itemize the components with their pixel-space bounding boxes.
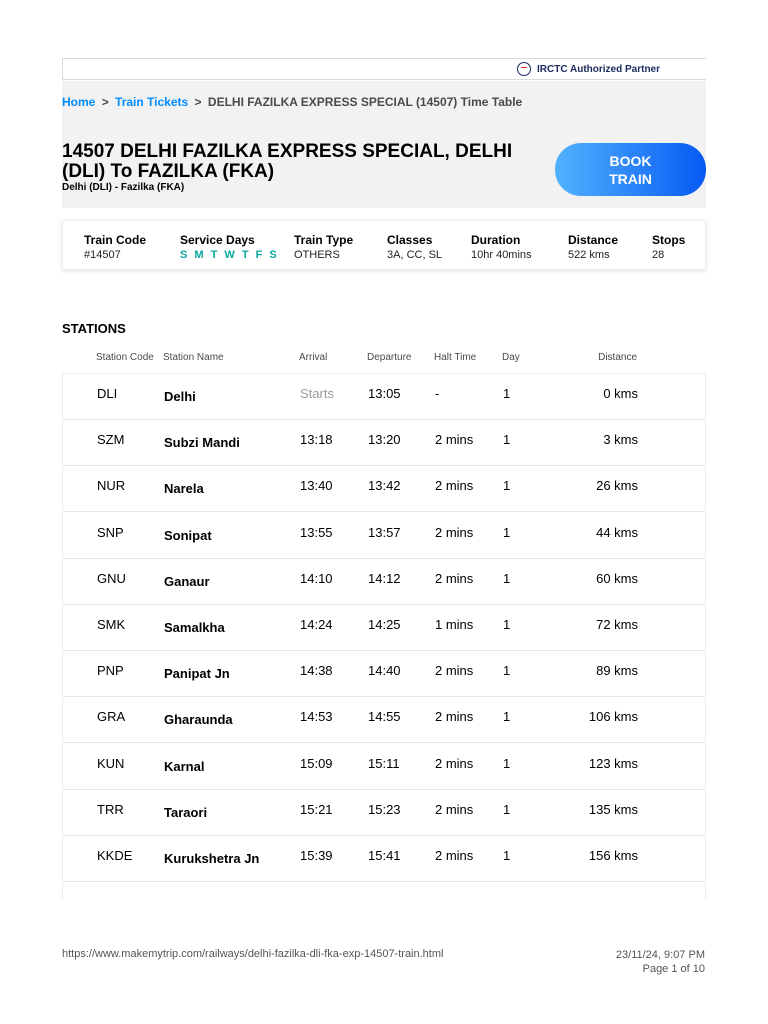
station-arrival: Starts (300, 386, 334, 401)
irctc-partner-badge (517, 62, 660, 76)
station-distance: 72 kms (596, 617, 638, 632)
station-departure: 13:05 (368, 386, 401, 401)
column-header-distance: Distance (598, 352, 637, 363)
station-day: 1 (503, 386, 511, 401)
station-day: 1 (503, 617, 511, 632)
station-distance: 26 kms (596, 478, 638, 494)
station-code: NUR (97, 478, 126, 494)
station-halt: 1 mins (435, 617, 474, 632)
column-header-day: Day (502, 352, 520, 363)
station-distance: 44 kms (596, 524, 638, 540)
stations-heading: STATIONS (62, 321, 126, 336)
footer-timestamp: 23/11/24, 9:07 PM (615, 949, 705, 961)
column-header-departure: Departure (367, 352, 412, 363)
service-days-value: S M T W T F S (180, 249, 279, 261)
info-label: Train Type (294, 233, 354, 247)
station-arrival: 15:39 (300, 848, 333, 863)
info-label: Distance (568, 233, 619, 247)
station-halt: 2 mins (435, 755, 474, 771)
station-departure: 13:42 (368, 478, 401, 494)
station-halt: 2 mins (435, 570, 474, 586)
station-code: PNP (97, 663, 124, 679)
station-name: Taraori (164, 804, 208, 820)
train-header (62, 81, 706, 208)
book-train-label: BOOK TRAIN (609, 152, 652, 187)
train-info-card (62, 220, 706, 270)
station-departure: 13:20 (368, 432, 401, 448)
station-name: Samalkha (164, 620, 225, 635)
footer-url: https://www.makemytrip.com/railways/delhi-fazilka-dli-fka-exp-14507-train.html (62, 948, 444, 960)
station-day: 1 (503, 755, 511, 771)
station-day: 1 (503, 848, 511, 863)
station-code: GRA (97, 709, 126, 725)
station-halt: 2 mins (435, 848, 474, 863)
table-row (63, 697, 706, 743)
info-train-code (84, 233, 146, 261)
station-arrival: 15:09 (300, 755, 333, 771)
info-service-days (180, 233, 279, 261)
station-name: Kurukshetra Jn (164, 851, 260, 866)
station-name: Sonipat (164, 527, 212, 543)
info-label: Train Code (84, 233, 147, 247)
info-classes (387, 233, 442, 261)
breadcrumb-current: DELHI FAZILKA EXPRESS SPECIAL (14507) Time Table (207, 95, 523, 109)
station-halt: 2 mins (435, 709, 474, 725)
partner-bar (62, 58, 706, 80)
station-name: Delhi (164, 389, 196, 404)
table-row (63, 420, 706, 466)
info-label: Stops (652, 233, 686, 247)
station-departure: 14:12 (368, 570, 401, 586)
book-train-button[interactable] (555, 143, 706, 196)
station-code: KUN (97, 755, 125, 771)
footer-meta (616, 948, 705, 976)
column-header-code: Station Code (96, 352, 154, 363)
stations-table (62, 373, 706, 900)
station-day: 1 (503, 478, 511, 494)
station-departure: 14:25 (368, 617, 401, 632)
station-departure: 14:55 (368, 709, 401, 725)
station-name: Subzi Mandi (164, 435, 240, 451)
station-day: 1 (503, 663, 511, 679)
info-distance (568, 233, 618, 261)
station-arrival: 13:40 (300, 478, 333, 494)
station-distance: 89 kms (596, 663, 638, 679)
station-name: Karnal (164, 758, 205, 774)
station-day: 1 (503, 801, 511, 817)
info-value: #14507 (84, 249, 121, 261)
station-distance: 123 kms (588, 755, 638, 771)
station-distance: 60 kms (596, 570, 638, 586)
info-train-type (294, 233, 353, 261)
breadcrumb (62, 95, 522, 109)
table-row-partial (63, 882, 706, 900)
table-row (63, 790, 706, 836)
info-value: 3A, CC, SL (387, 249, 443, 261)
station-day: 1 (503, 570, 511, 586)
breadcrumb-separator: > (194, 95, 202, 109)
station-departure: 15:23 (368, 801, 401, 817)
info-label: Classes (387, 233, 433, 247)
station-name: Ganaur (164, 573, 210, 589)
station-halt: 2 mins (435, 801, 474, 817)
info-value: 28 (652, 249, 665, 261)
info-label: Service Days (180, 233, 255, 247)
breadcrumb-separator: > (101, 95, 109, 109)
info-value: 10hr 40mins (471, 249, 532, 261)
station-halt: 2 mins (435, 432, 474, 448)
page-title: 14507 DELHI FAZILKA EXPRESS SPECIAL, DELHI (DLI) To FAZILKA (FKA) (62, 141, 513, 182)
station-arrival: 14:38 (300, 663, 333, 679)
station-arrival: 13:55 (300, 524, 333, 540)
station-distance: 135 kms (588, 801, 638, 817)
station-day: 1 (503, 432, 511, 448)
station-code: DLI (97, 386, 118, 401)
station-day: 1 (503, 524, 511, 540)
table-row (63, 651, 706, 697)
station-code: SZM (97, 432, 125, 448)
station-code: TRR (97, 801, 124, 817)
column-header-name: Station Name (163, 352, 224, 363)
station-distance: 156 kms (588, 848, 638, 863)
station-distance: 0 kms (603, 386, 638, 401)
station-distance: 3 kms (603, 432, 638, 448)
table-row (63, 836, 706, 882)
table-row (63, 513, 706, 559)
station-departure: 14:40 (368, 663, 401, 679)
info-stops (652, 233, 685, 261)
station-arrival: 14:24 (300, 617, 333, 632)
footer-page-number: Page 1 of 10 (642, 963, 705, 975)
table-row (63, 374, 706, 420)
stations-table-header (62, 352, 706, 366)
table-row (63, 744, 706, 790)
station-halt: 2 mins (435, 663, 474, 679)
table-row (63, 559, 706, 605)
station-arrival: 14:10 (300, 570, 333, 586)
station-departure: 15:41 (368, 848, 401, 863)
station-arrival: 15:21 (300, 801, 333, 817)
column-header-arrival: Arrival (299, 352, 328, 363)
info-value: OTHERS (294, 249, 340, 261)
breadcrumb-home-link[interactable]: Home (62, 95, 96, 109)
station-code: KKDE (97, 848, 133, 863)
station-name: Panipat Jn (164, 666, 230, 682)
station-code: GNU (97, 570, 126, 586)
station-arrival: 14:53 (300, 709, 333, 725)
station-halt: - (435, 386, 440, 401)
info-value: 522 kms (568, 249, 610, 261)
station-halt: 2 mins (435, 478, 474, 494)
station-departure: 13:57 (368, 524, 401, 540)
station-code: SNP (97, 524, 124, 540)
station-departure: 15:11 (368, 755, 400, 771)
station-distance: 106 kms (588, 709, 638, 725)
breadcrumb-train-tickets-link[interactable]: Train Tickets (115, 95, 189, 109)
station-halt: 2 mins (435, 524, 474, 540)
station-name: Gharaunda (164, 712, 233, 728)
station-arrival: 13:18 (300, 432, 333, 448)
partner-label: IRCTC Authorized Partner (537, 63, 660, 75)
table-row (63, 605, 706, 651)
info-label: Duration (471, 233, 521, 247)
station-code: SMK (97, 617, 126, 632)
station-day: 1 (503, 709, 511, 725)
column-header-halt: Halt Time (434, 352, 477, 363)
station-name: Narela (164, 481, 204, 497)
route-subtitle: Delhi (DLI) - Fazilka (FKA) (62, 182, 185, 193)
table-row (63, 466, 706, 512)
irctc-logo-icon (517, 62, 531, 76)
info-duration (471, 233, 532, 261)
